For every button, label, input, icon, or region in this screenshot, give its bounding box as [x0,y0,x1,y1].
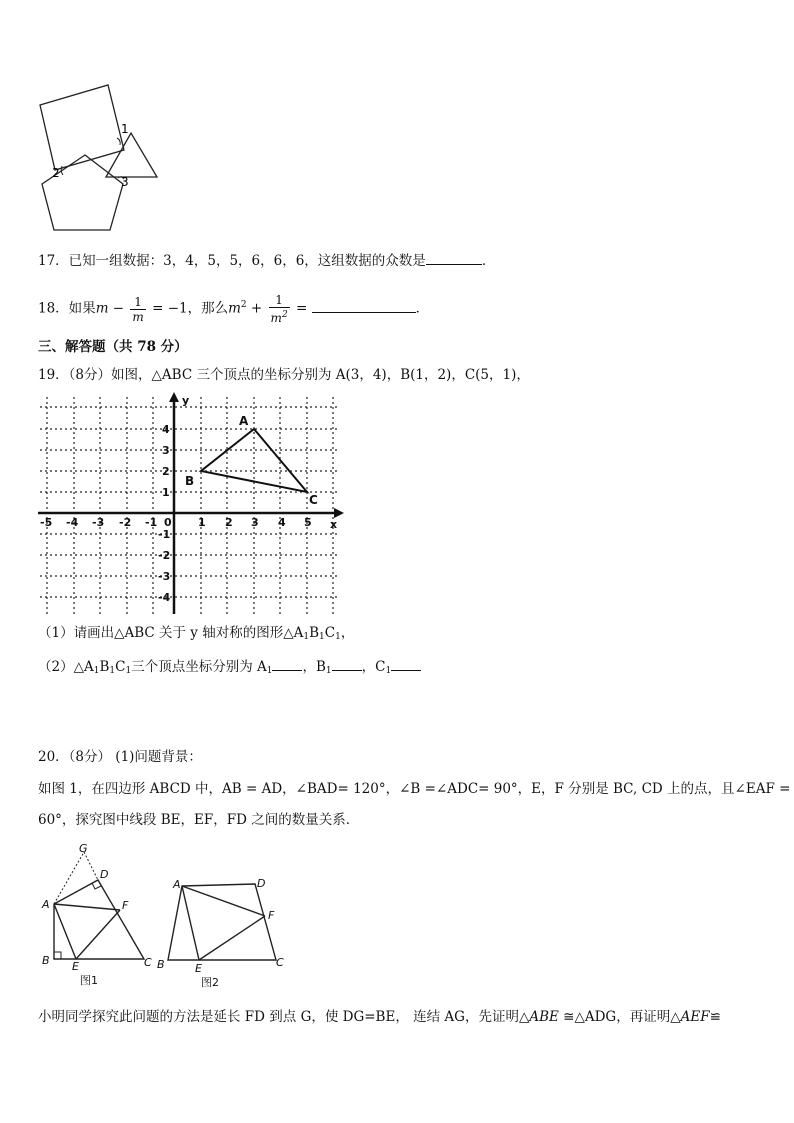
fig1-label-c: C [144,956,152,969]
fig1-label-b: B [42,954,50,967]
question-20-stem: 20．（8分） (1)问题背景： [38,749,202,765]
question-18 [38,288,429,326]
origin-label: 0 [164,516,172,529]
q18-frac2-den-m: m [270,311,282,325]
q20-method-a: 小明同学探究此问题的方法是延长 FD 到点 G，使 DG=BE， 连结 AG，先证明△ [38,1009,530,1025]
question-19-part-1 [38,624,354,646]
q19-p2-b: B [99,659,110,675]
q18-eq1: = −1，那么 [147,300,229,317]
polygon-figure [30,80,170,240]
q18-frac2-den [269,308,290,325]
question-19-stem: 19．（8分）如图，△ABC 三个顶点的坐标分别为 A(3，4)，B(1，2)，C(5，1)， [38,367,530,383]
q20-method-aef: AEF [680,1009,710,1025]
q18-plus: + [246,300,267,317]
y-tick-label: 4 [162,423,170,436]
q18-eq2: = [291,300,312,317]
q19-p1-end: ， [340,625,355,641]
fig2-label-c: C [276,956,284,969]
q20-method-c: ≌ [709,1009,721,1025]
x-tick-label: 4 [278,516,286,529]
x-tick-label: 3 [251,516,259,529]
q18-frac2-num: 1 [269,293,290,308]
fig1-label-e: E [72,960,79,973]
fig1-label-d: D [100,868,109,881]
y-tick-label: -2 [158,549,171,562]
x-tick-label: 1 [198,516,206,529]
q19-blank-c1 [391,656,421,671]
q19-p2-sub-c: 1 [125,666,132,676]
q19-p1-a: （1）请画出△ABC 关于 y 轴对称的图形△A [38,625,304,641]
y-axis-arrow [169,392,179,402]
question-20-line-1: 如图 1，在四边形 ABCD 中，AB = AD，∠BAD= 120°，∠B =∠ADC= 90°，E，F 分别是 BC, CD 上的点，且∠EAF = [38,781,791,797]
q18-m: m [95,300,109,317]
q19-blank-b1 [332,656,362,671]
q18-answer-blank [312,298,416,313]
q18-frac1-num: 1 [130,295,145,310]
x-axis-label: x [330,518,338,531]
q19-p2-f: ，C [361,659,386,675]
q19-p2-sub-a: 1 [93,666,100,676]
y-tick-label: 3 [162,444,170,457]
q19-p1-sub-c: 1 [335,632,341,642]
fig2-label-b: B [157,958,165,971]
x-tick-label: 5 [304,516,312,529]
fig2-label-a: A [173,878,181,891]
q18-fraction-2 [269,293,290,325]
q18-frac1-den: m [132,309,144,324]
q18-m2: m [228,300,241,317]
q20-method-b: ≅△ADG，再证明△ [558,1009,681,1025]
y-tick-label: 1 [162,486,170,499]
q19-p2-e: ，B [302,659,326,675]
q18-frac2-den-sq: 2 [281,310,288,320]
q19-p2-a: （2）△A [38,659,94,675]
coordinate-grid [30,392,350,617]
q18-end: ． [415,300,430,317]
q19-p1-sub-a: 1 [303,632,310,642]
x-tick-label: -1 [145,516,158,529]
fig2-label-e: E [195,962,202,975]
y-tick-label: -1 [158,528,171,541]
fig1-caption: 图1 [80,974,98,987]
question-20-line-2: 60°，探究图中线段 BE，EF，FD 之间的数量关系． [38,812,360,828]
q19-p2-sub-e: 1 [325,666,332,676]
fig2-caption: 图2 [201,976,219,989]
q20-method-abe: ABE [529,1009,559,1025]
question-17 [38,250,495,270]
q19-p1-b: B [309,625,320,641]
fig1-label-a: A [42,898,50,911]
q17-answer-blank [426,250,482,265]
section-3-heading: 三、解答题（共 78 分） [38,339,188,355]
x-tick-label: -5 [40,516,53,529]
triangle-shape [106,133,157,177]
q19-p1-c: C [324,625,336,641]
q18-minus: − [108,300,129,317]
fig2-label-d: D [257,877,266,890]
figure-2 [155,872,295,992]
angle-label-1: 1 [121,122,129,136]
q19-p2-d: 三个顶点坐标分别为 A [131,659,267,675]
q19-blank-a1 [272,656,302,671]
y-axis-label: y [182,394,190,407]
q18-prefix: 18．如果 [38,300,96,317]
x-tick-label: -3 [92,516,105,529]
point-b-label: B [185,474,195,488]
q19-p2-c: C [115,659,126,675]
y-tick-label: -4 [158,591,171,604]
question-20-method [38,1008,721,1026]
y-tick-label: -3 [158,570,171,583]
fig2-label-f: F [268,909,275,922]
x-tick-label: -2 [119,516,132,529]
x-tick-label: -4 [66,516,79,529]
angle-label-3: 3 [121,175,129,189]
q19-p1-sub-b: 1 [319,632,325,642]
x-axis-arrow [334,508,344,518]
q18-fraction-1 [130,295,145,324]
figure-1 [36,842,161,990]
y-tick-label: 2 [162,465,170,478]
x-tick-label: 2 [225,516,233,529]
angle-label-2: 2 [52,166,60,180]
fig1-label-g: G [79,842,88,855]
question-19-part-2 [38,656,421,680]
fig1-label-f: F [122,899,129,912]
q18-sq: 2 [240,300,247,310]
q17-text: 17．已知一组数据：3，4，5，5，6，6，6，这组数据的众数是 [38,253,426,269]
q19-p2-sub-b: 1 [109,666,116,676]
q19-p2-sub-d: 1 [266,666,273,676]
q19-p2-sub-f: 1 [385,666,392,676]
q17-end: ． [481,253,496,269]
point-c-label: C [309,493,318,507]
point-a-label: A [239,414,249,428]
